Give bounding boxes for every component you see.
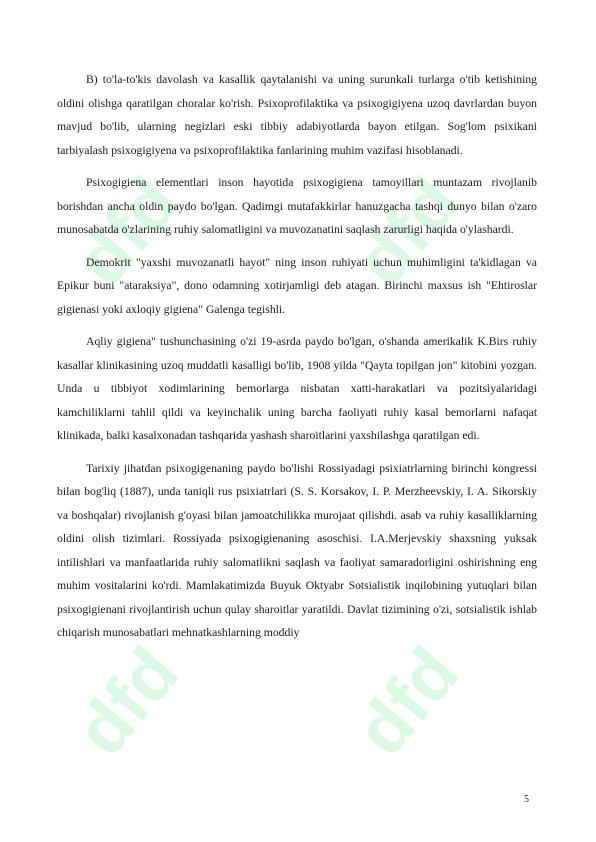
- watermark-mark: dfd: [60, 163, 195, 301]
- paragraph: Tarixiy jihatdan psixogigenaning paydo bo'lishi Rossiyadagi psixiatrlarning birinchi kongressi bilan bog'liq (1887), unda taniqli rus psixiatrlari (S. S. Korsakov, I. P. Merzheevskiy, I. A. Sikorskiy va boshqalar) rivojlanish g'oyasi bilan jamoatchilikka murojaat qilishdi. asab va ruhiy kasalliklarning oldini olish tizimlari. Rossiyada psixogigienaning asoschisi. I.A.Merjevskiy shaxsning yuksak intilishlari va manfaatlarida ruhiy salomatlikni saqlash va faoliyat samaradorligini oshirishning eng muhim vositalarini ko'rdi. Mamlakatimizda Buyuk Oktyabr Sotsialistik inqilobining yutuqlari bilan psixogigienani rivojlantirish uchun qulay sharoitlar yaratildi. Davlat tizimining o'zi, sotsialistik ishlab chiqarish munosabatlari mehnatkashlarning moddiy: [57, 461, 537, 639]
- paragraph: Aqliy gigiena" tushunchasining o'zi 19-asrda paydo bo'lgan, o'shanda amerikalik K.Birs ruhiy kasallar klinikasining uzoq muddatli kasalligi bo'lib, 1908 yilda "Qayta topilgan jon" kitobini yozgan. Unda u tibbiyot xodimlarining bemorlarga nisbatan xatti-harakatlari va pozitsiyalaridagi kamchiliklarni tahlil qildi va keyinchalik uning barcha faoliyati ruhiy kasal bemorlarni nafaqat klinikada, balki kasalxonadan tashqarida yashash sharoitlarini yaxshilashga qaratilgan edi.: [57, 335, 537, 442]
- paragraph: Demokrit "yaxshi muvozanatli hayot" ning inson ruhiyati uchun muhimligini ta'kidlagan va Epikur buni "ataraksiya", dono odamning xotirjamligi deb atagan. Birinchi maxsus ish "Ehtiroslar gigienasi yoki axloqiy gigiena" Galenga tegishli.: [57, 255, 537, 316]
- watermark-pattern-lower: [61, 633, 474, 770]
- watermark-mark: dfd: [60, 633, 195, 771]
- page-number: 5: [524, 794, 529, 805]
- paragraph: B) to'la-to'kis davolash va kasallik qaytalanishi va uning surunkali turlarga o'tib ketishining oldini olishga qaratilgan choralar ko'rish. Psixoprofilaktika va psixogigiyena uzoq davrlardan buyon mavjud bo'lib, ularning negizlari eski tibbiy adabiyotlarda bayon etilgan. Sog'lom psixikani tarbiyalash psixogigiyena va psixoprofilaktika fanlarining muhim vazifasi hisoblanadi.: [57, 73, 537, 157]
- paragraph: Psixogigiena elementlari inson hayotida psixogigiena tamoyillari muntazam rivojlanib borishdan ancha oldin paydo bo'lgan. Qadimgi mutafakkirlar hanuzgacha tashqi dunyo bilan o'zaro munosabatda o'zlarining ruhiy salomatligini va muvozanatini saqlash zarurligi haqida o'ylashardi.: [57, 176, 537, 236]
- watermark-mark: dfd: [340, 633, 475, 771]
- watermark-mark: dfd: [340, 163, 475, 301]
- document-body: [57, 68, 537, 654]
